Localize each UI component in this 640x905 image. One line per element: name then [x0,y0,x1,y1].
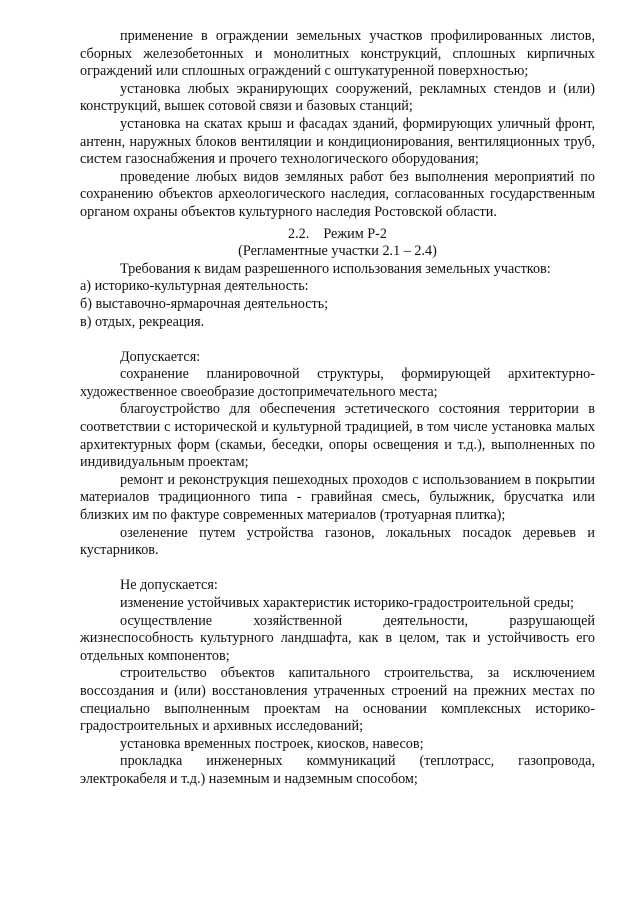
section-heading [80,226,595,244]
document-page [80,28,595,789]
forbidden-heading: Не допускается: [120,577,218,594]
section-title: Режим Р-2 [323,225,387,242]
intro-item-screening-structures: установка любых экранирующих сооружений, рекламных стендов и (или) конструкций, вышек сотовой связи и базовых станций; [80,80,595,115]
allowed-item: сохранение планировочной структуры, формирующей архитектурно-художественное своеобразие достопримечательного места; [80,366,595,400]
use-type-item: а) историко-культурная деятельность: [80,278,309,295]
use-type-item: в) отдых, рекреация. [80,313,205,330]
allowed-item: благоустройство для обеспечения эстетического состояния территории в соответствии с исторической и культурной традицией, в том числе установка малых архитектурных форм (скамьи, беседки, опоры освещения и т.д.), выполненных по индивидуальным проектам; [80,401,595,471]
forbidden-item: строительство объектов капитального строительства, за исключением воссоздания и (или) восстановления утраченных строений на прежних местах по специально выполненным проектам на основании комплексных историко-градостроительных и архивных исследований; [80,665,595,735]
section-subtitle: (Регламентные участки 2.1 – 2.4) [238,243,437,260]
allowed-heading: Допускается: [120,348,201,365]
forbidden-item: осуществление хозяйственной деятельности, разрушающей жизнеспособность культурного ландшафта, как в целом, так и устойчивость его отдельных компонентов; [80,612,595,664]
forbidden-item: установка временных построек, киосков, навесов; [120,735,424,752]
requirements-heading: Требования к видам разрешенного использования земельных участков: [120,260,551,277]
forbidden-item: изменение устойчивых характеристик историко-градостроительной среды; [120,595,574,611]
forbidden-item: прокладка инженерных коммуникаций (теплотрасс, газопровода, электрокабеля и т.д.) наземным и надземным способом; [80,753,595,787]
section-number: 2.2. [288,225,310,242]
allowed-item: ремонт и реконструкция пешеходных проходов с использованием в покрытии материалов традиционного типа - гравийная смесь, булыжник, брусчатка или близких им по фактуре современных материалов (тротуарная плитка); [80,471,595,524]
intro-item-earthworks: проведение любых видов земляных работ без выполнения мероприятий по сохранению объектов археологического наследия, согласованных государственным органом охраны объектов культурного наследия Ростовской области. [80,168,595,220]
use-type-item: б) выставочно-ярмарочная деятельность; [80,295,329,312]
intro-item-fences: применение в ограждении земельных участков профилированных листов, сборных железобетонных и монолитных конструкций, сплошных кирпичных ограждений или сплошных ограждений с оштукатуренной поверхностью; [80,28,595,80]
allowed-item: озеленение путем устройства газонов, локальных посадок деревьев и кустарников. [80,524,595,559]
intro-item-roof-equipment: установка на скатах крыш и фасадах зданий, формирующих уличный фронт, антенн, наружных блоков вентиляции и кондиционирования, вентиляционных труб, систем газоснабжения и прочего технологического оборудования; [80,115,595,168]
